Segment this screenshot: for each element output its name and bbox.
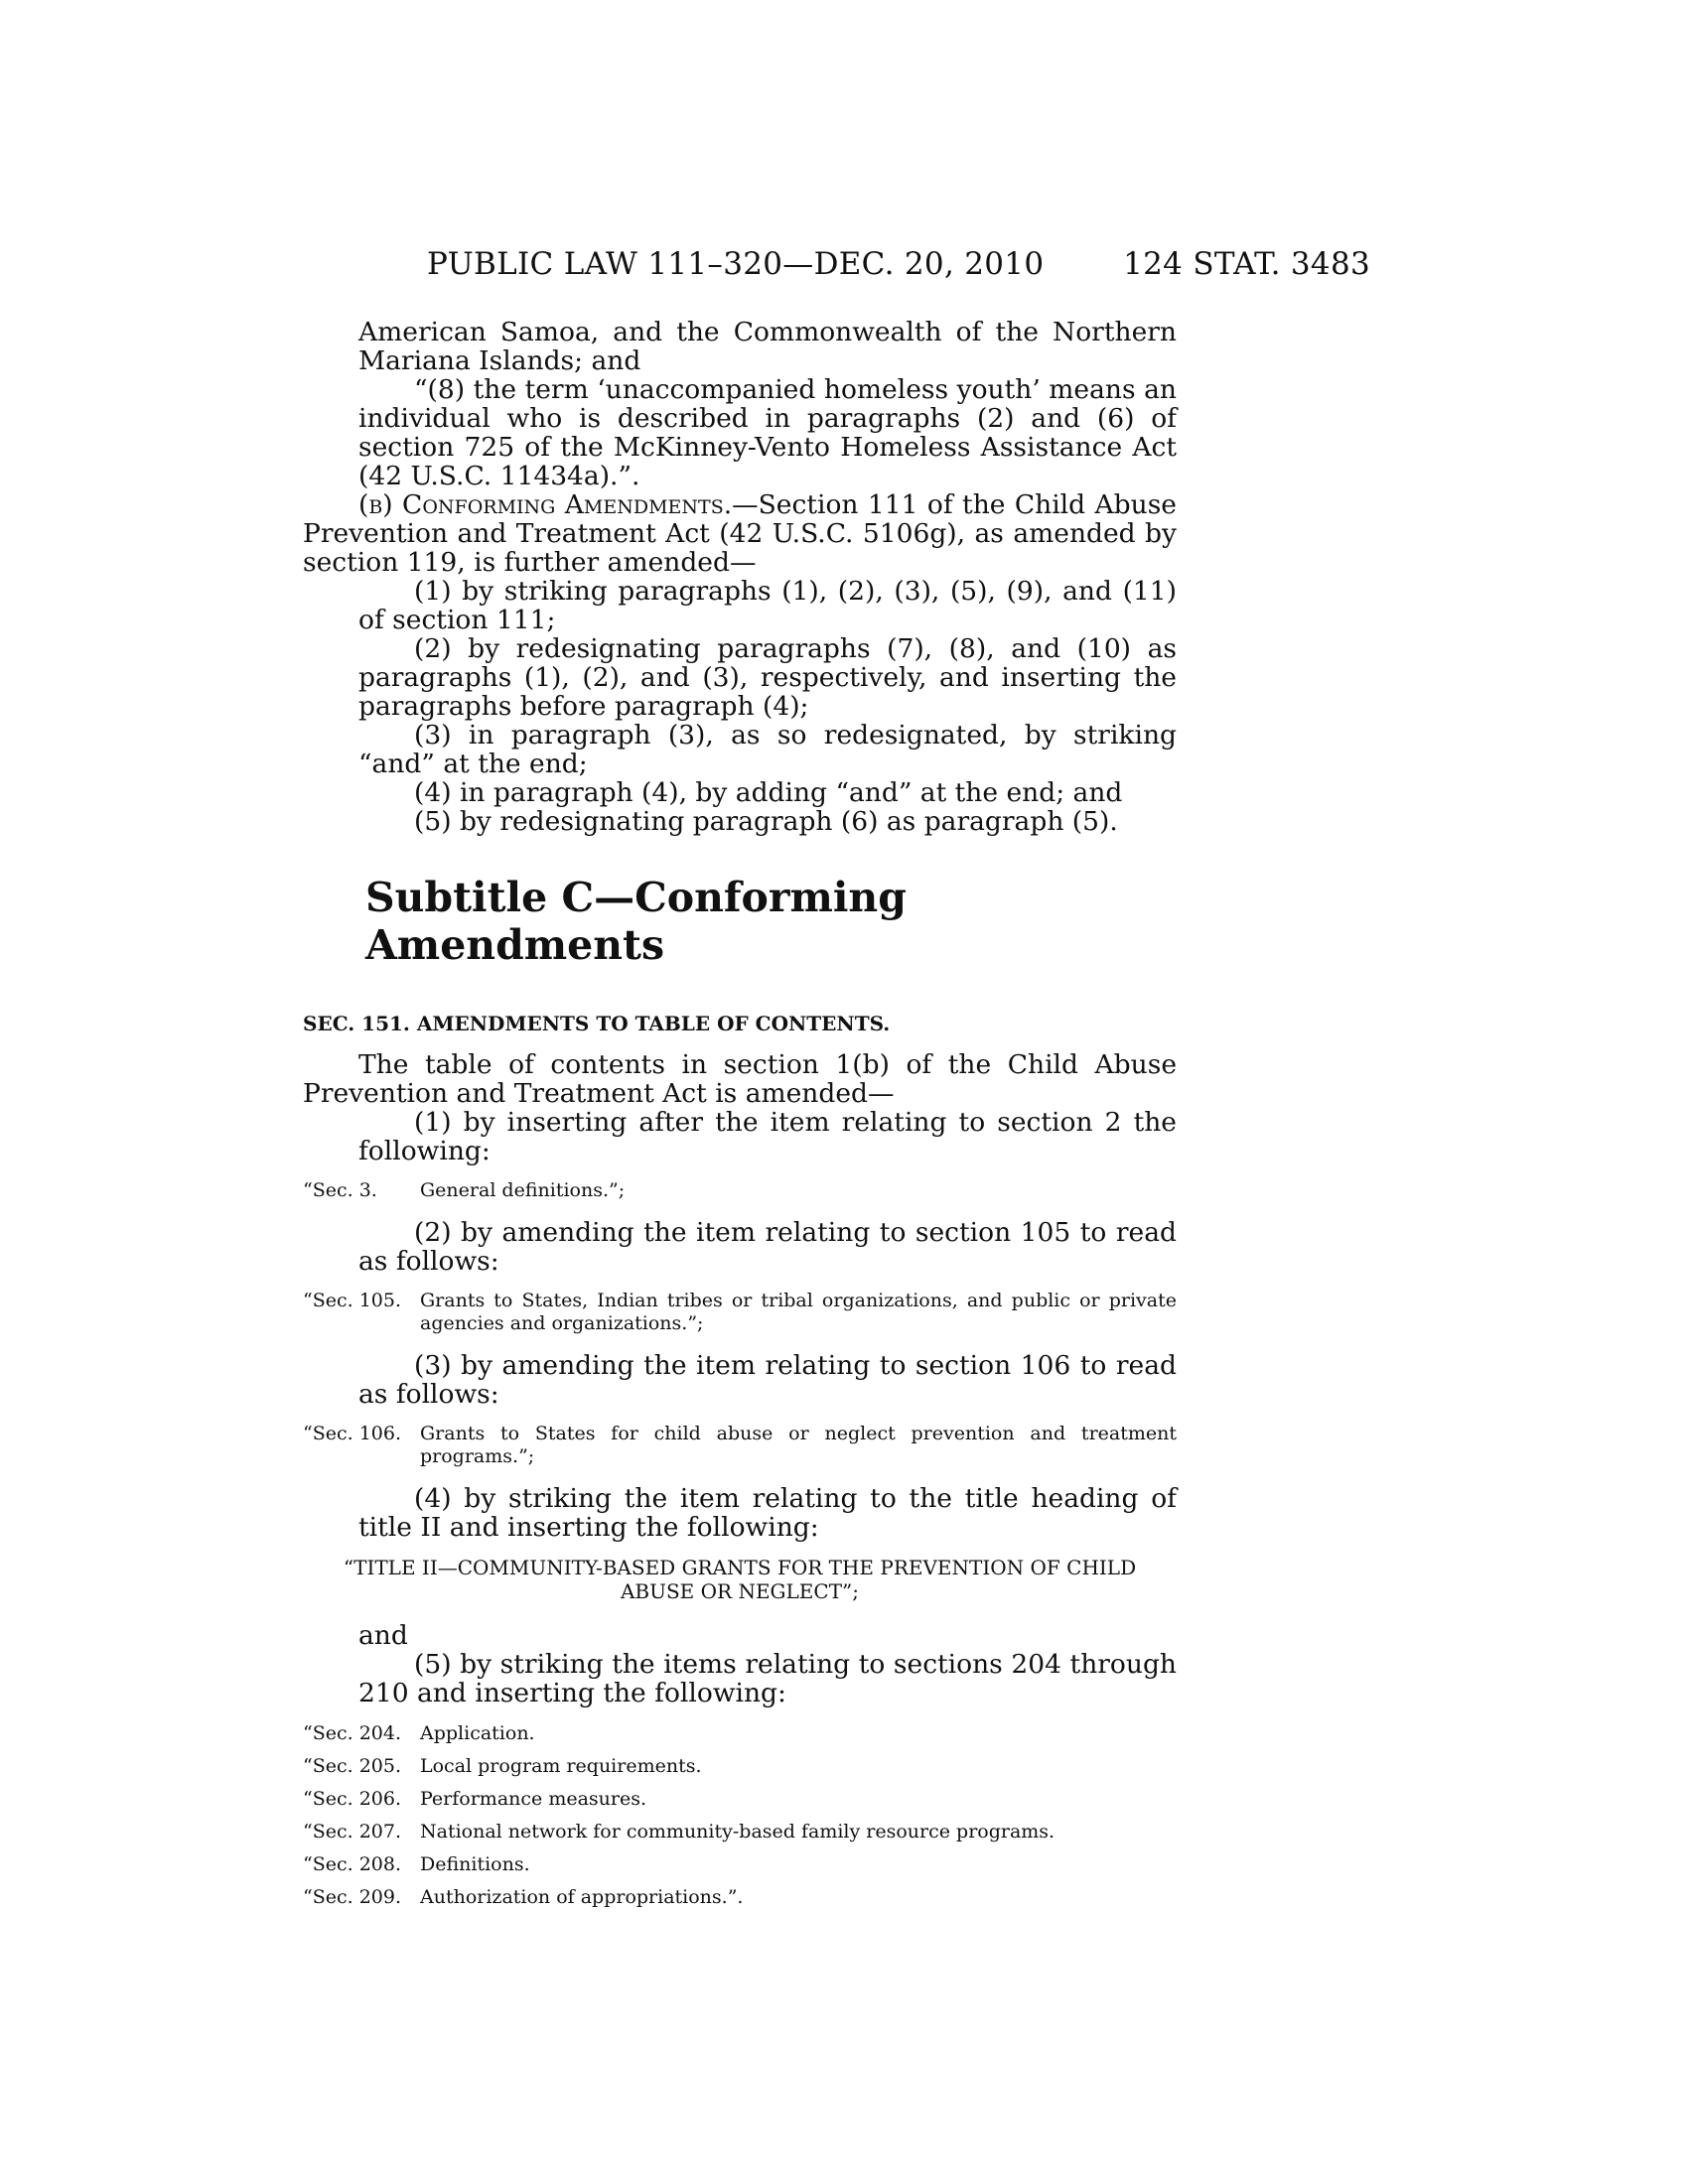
toc-entry-title: Local program requirements. bbox=[420, 1755, 702, 1777]
toc-amendment-4: (4) by striking the item relating to the title heading of title II and inserting the following: bbox=[358, 1483, 1177, 1543]
paragraph-8: “(8) the term ‘unaccompanied homeless youth’ means an individual who is described in paragraphs (2) and (6) of section 725 of the McKinney-Vento Homeless Assistance Act (42 U.S.C. 11434a).”. bbox=[358, 374, 1177, 491]
toc-amendment-1: (1) by inserting after the item relating to section 2 the following: bbox=[358, 1107, 1177, 1166]
section-151-heading: SEC. 151. AMENDMENTS TO TABLE OF CONTENTS. bbox=[303, 1012, 891, 1035]
amendment-item-2: (2) by redesignating paragraphs (7), (8), and (10) as paragraphs (1), (2), and (3), respectively, and inserting the paragraphs before paragraph (4); bbox=[358, 633, 1177, 722]
toc-amendment-5: (5) by striking the items relating to sections 204 through 210 and inserting the following: bbox=[358, 1649, 1177, 1708]
subtitle-heading: Subtitle C—Conforming Amendments bbox=[365, 874, 907, 969]
toc-entry-title: Authorization of appropriations.”. bbox=[420, 1886, 744, 1908]
toc-entry-sec-105 bbox=[303, 1290, 1177, 1335]
public-law-citation: PUBLIC LAW 111–320—DEC. 20, 2010 bbox=[427, 246, 1045, 282]
title-ii-heading bbox=[303, 1556, 1177, 1603]
section-151-intro: The table of contents in section 1(b) of the Child Abuse Prevention and Treatment Act is amended— bbox=[303, 1049, 1177, 1109]
toc-entry-sec-3 bbox=[303, 1179, 1177, 1202]
amendment-item-3: (3) in paragraph (3), as so redesignated, by striking “and” at the end; bbox=[358, 720, 1177, 779]
page-header bbox=[427, 246, 1370, 286]
toc-entry-number: “Sec. 209. bbox=[303, 1886, 401, 1908]
title-ii-line-1: “TITLE II—COMMUNITY-BASED GRANTS FOR THE PREVENTION OF CHILD bbox=[343, 1556, 1137, 1579]
toc-entry-number: “Sec. 208. bbox=[303, 1853, 401, 1875]
toc-entry-number: “Sec. 205. bbox=[303, 1755, 401, 1777]
toc-list-item bbox=[303, 1750, 1177, 1783]
toc-list-item bbox=[303, 1717, 1177, 1750]
toc-entry-title: Grants to States for child abuse or neglect prevention and treatment programs.”; bbox=[420, 1423, 1177, 1467]
continued-paragraph: American Samoa, and the Commonwealth of the Northern Mariana Islands; and bbox=[358, 317, 1177, 376]
subsection-b-text: —Section 111 of the Child Abuse Prevention and Treatment Act (42 U.S.C. 5106g), as amended by section 119, is further amended— bbox=[303, 489, 1177, 578]
toc-list-item bbox=[303, 1783, 1177, 1816]
document-body bbox=[303, 318, 1177, 1914]
toc-list-sections-204-209 bbox=[303, 1717, 1177, 1914]
toc-entry-title: Grants to States, Indian tribes or tribal organizations, and public or private agencies and organizations.”; bbox=[420, 1290, 1177, 1334]
toc-list-item bbox=[303, 1848, 1177, 1881]
toc-list-item bbox=[303, 1816, 1177, 1848]
title-ii-line-2: ABUSE OR NEGLECT”; bbox=[620, 1579, 860, 1603]
toc-entry-title: National network for community-based family resource programs. bbox=[420, 1821, 1055, 1843]
amendment-item-5: (5) by redesignating paragraph (6) as paragraph (5). bbox=[414, 806, 1118, 837]
toc-entry-title: Definitions. bbox=[420, 1853, 530, 1875]
statute-page-number: 124 STAT. 3483 bbox=[1123, 246, 1370, 282]
toc-entry-number: “Sec. 106. bbox=[303, 1423, 401, 1444]
toc-entry-title: General definitions.”; bbox=[420, 1179, 626, 1201]
subsection-b-label: (b) Conforming Amendments. bbox=[358, 489, 733, 520]
toc-list-item bbox=[303, 1881, 1177, 1914]
toc-entry-number: “Sec. 204. bbox=[303, 1722, 401, 1744]
toc-entry-title: Application. bbox=[420, 1722, 535, 1744]
toc-amendment-2: (2) by amending the item relating to section 105 to read as follows: bbox=[358, 1217, 1177, 1277]
toc-entry-sec-106 bbox=[303, 1423, 1177, 1468]
conjunction-and: and bbox=[358, 1620, 408, 1651]
toc-entry-title: Performance measures. bbox=[420, 1788, 647, 1810]
toc-entry-number: “Sec. 207. bbox=[303, 1821, 401, 1843]
amendment-item-1: (1) by striking paragraphs (1), (2), (3), (5), (9), and (11) of section 111; bbox=[358, 576, 1177, 635]
toc-entry-number: “Sec. 206. bbox=[303, 1788, 401, 1810]
toc-entry-number: “Sec. 3. bbox=[303, 1179, 377, 1201]
toc-entry-number: “Sec. 105. bbox=[303, 1290, 401, 1311]
toc-amendment-3: (3) by amending the item relating to section 106 to read as follows: bbox=[358, 1350, 1177, 1410]
subsection-b bbox=[303, 490, 1177, 577]
amendment-item-4: (4) in paragraph (4), by adding “and” at the end; and bbox=[414, 777, 1123, 808]
